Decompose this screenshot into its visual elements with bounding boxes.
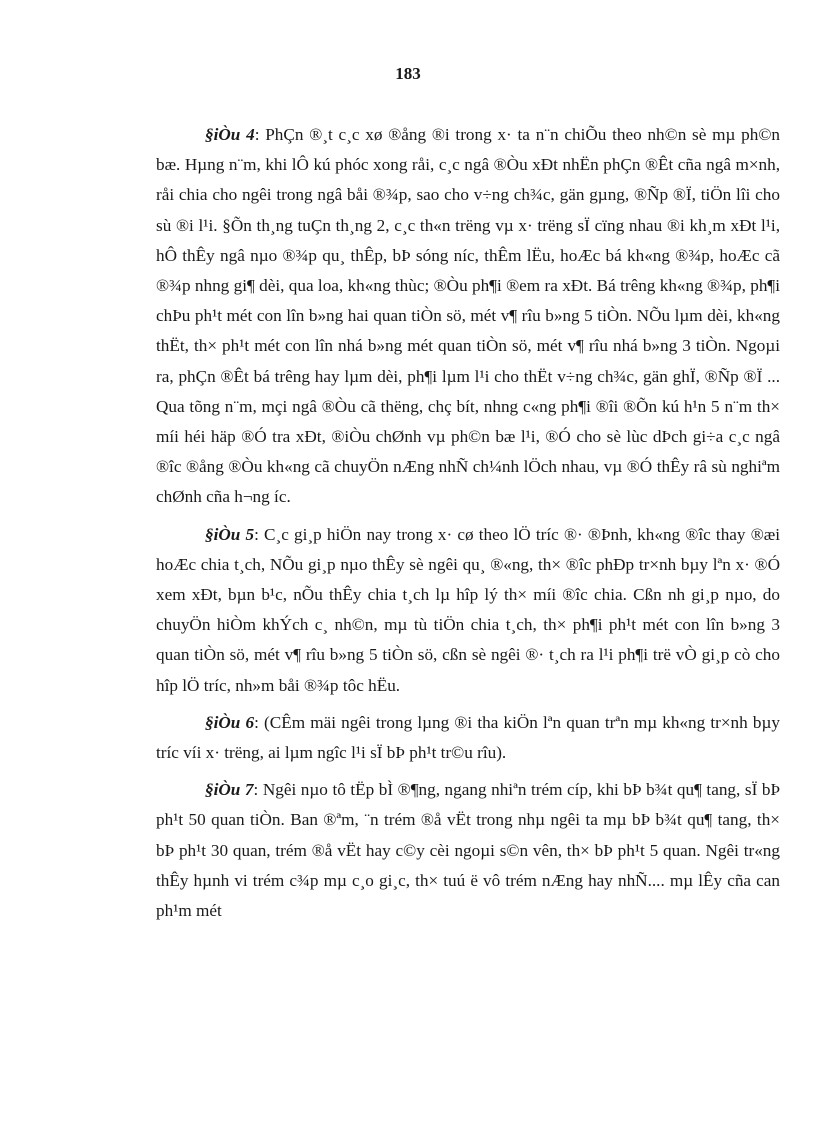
article-5-label: §iÒu 5 — [205, 524, 255, 544]
article-5-paragraph — [156, 520, 780, 701]
article-5-text: : C¸c gi¸p hiÖn nay trong x· cø theo lÖ tríc ®· ®Þnh, kh«ng ®îc thay ®æi hoÆc chia t¸ch, NÕu gi¸p nµo thÊy sè ngêi qu¸ ®«ng, th× ®îc phÐp tr×nh bµy lªn x· ®Ó xem xÐt, bµn b¹c, nÕu thÊy chia t¸ch lµ hîp lý th× míi ®îc chia. Cßn nh gi¸p nµo, do chuyÖn hiÒm khÝch c¸ nh©n, mµ tù tiÖn chia t¸ch, th× ph¶i ph¹t mét con lîn b»ng 3 quan tiÒn sö, mét v¶ rîu b»ng 5 tiÒn sö, cßn sè ngêi ®· t¸ch ra l¹i ph¶i trë vÒ gi¸p cò cho hîp lÖ tríc, nh»m båi ®¾p tôc hËu. — [156, 524, 780, 695]
article-4-text: : PhÇn ®¸t c¸c xø ®ång ®i trong x· ta n¨n chiÕu theo nh©n sè mµ ph©n bæ. Hµng n¨m, khi lÔ kú phóc xong råi, c¸c ngâ ®Òu xÐt nhËn phÇn ®Êt cña ngâ m×nh, råi chia cho ngêi trong ngâ båi ®¾p, sao cho v÷ng ch¾c, gän gµng, ®Ñp ®Ï, tiÖn lîi cho sù ®i l¹i. §Õn th¸ng tuÇn th¸ng 2, c¸c th«n trëng vµ x· trëng sÏ cïng nhau ®i kh¸m xÐt l¹i, hÔ thÊy ngâ nµo ®¾p qu¸ thÊp, bÞ sóng níc, thÊm lËu, hoÆc bá kh«ng ®¾p, hoÆc cã ®¾p nhng gi¶ dèi, qua loa, kh«ng thùc; ®Òu ph¶i ®em ra xÐt. Bá trêng kh«ng ®¾p, ph¶i chÞu ph¹t mét con lîn b»ng hai quan tiÒn sö, mét v¶ rîu b»ng 5 tiÒn. NÕu lµm dèi, kh«ng thËt, th× ph¹t mét con lîn nhá b»ng mét quan tiÒn sö, mét v¶ rîu nhá b»ng 3 tiÒn. Ngoµi ra, phÇn ®Êt bá trêng hay lµm dèi, ph¶i lµm l¹i cho thËt v÷ng ch¾c, gän ghÏ, ®Ñp ®Ï ... Qua tõng n¨m, mçi ngâ ®Òu cã thëng, chç bít, nhng c«ng ph¶i ®îi ®Õn kú h¹n 5 n¨m th× míi héi häp ®Ó tra xÐt, ®iÒu chØnh vµ ph©n bæ l¹i, ®Ó cho sè lùc dÞch gi÷a c¸c ngâ ®îc ®ång ®Òu kh«ng cã chuyÖn nÆng nhÑ ch¼nh lÖch nhau, vµ ®Ó thÊy râ sù nghiªm chØnh cña h¬ng íc. — [156, 125, 781, 507]
article-7-paragraph — [156, 775, 780, 926]
article-4-paragraph — [156, 120, 780, 513]
page-number: 183 — [395, 64, 421, 83]
article-6-paragraph — [156, 708, 780, 768]
article-7-text: : Ngêi nµo tô tËp bÌ ®¶ng, ngang nhiªn trém cíp, khi bÞ b¾t qu¶ tang, sÏ bÞ ph¹t 50 quan tiÒn. Ban ®ªm, ¨n trém ®å vËt trong nhµ ngêi ta mµ bÞ b¾t qu¶ tang, th× bÞ ph¹t 30 quan, trém ®å vËt hay c©y cèi ngoµi s©n vên, th× bÞ ph¹t 5 quan. Ngêi tr«ng thÊy hµnh vi trém c¾p mµ c¸o gi¸c, th× tuú ë vô trém nÆng hay nhÑ.... mµ lÊy cña can ph¹m mét — [156, 780, 781, 921]
article-7-label: §iÒu 7 — [205, 780, 254, 800]
article-6-label: §iÒu 6 — [205, 712, 255, 732]
document-body — [156, 120, 780, 933]
article-6-text: : (CÊm mäi ngêi trong lµng ®i tha kiÖn lªn quan trªn mµ kh«ng tr×nh bµy tríc víi x· trëng, ai lµm ngîc l¹i sÏ bÞ ph¹t tr©u rîu). — [156, 712, 780, 763]
article-4-label: §iÒu 4 — [205, 125, 255, 144]
